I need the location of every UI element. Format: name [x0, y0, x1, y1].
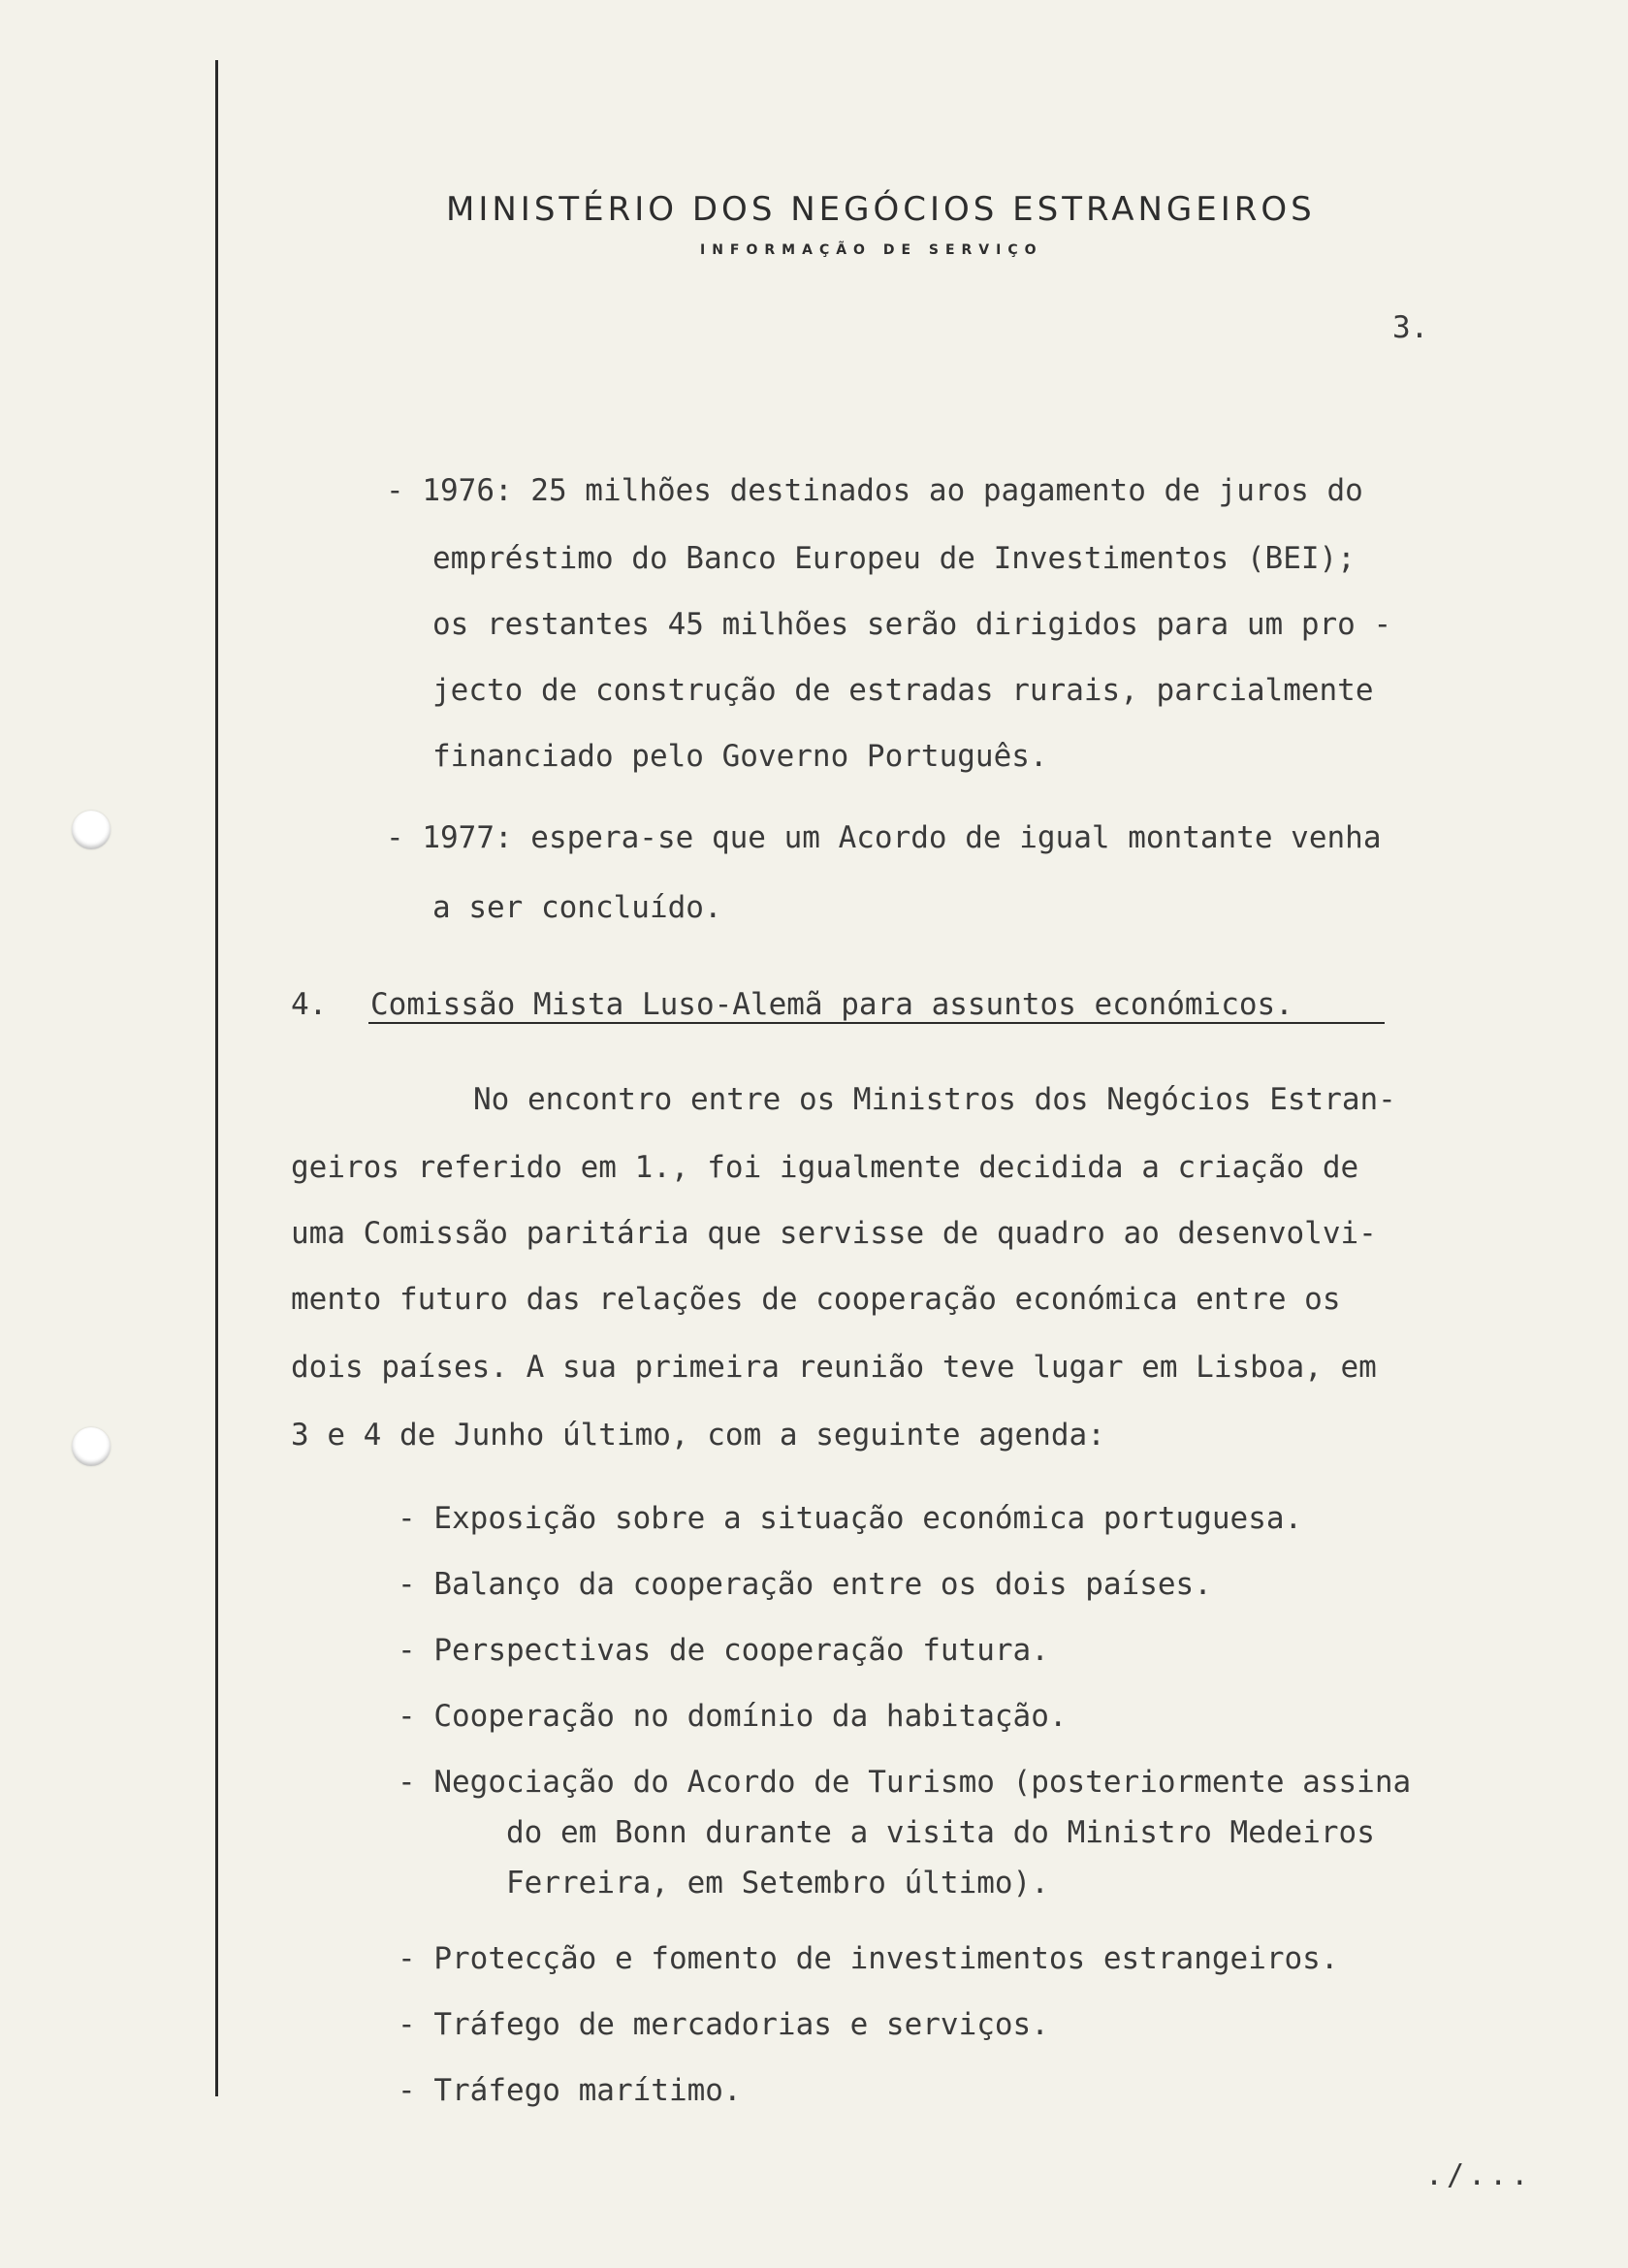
- item-1976-line: financiado pelo Governo Português.: [432, 739, 1048, 774]
- ministry-subtitle: INFORMAÇÃO DE SERVIÇO: [700, 242, 1043, 258]
- paragraph-line: geiros referido em 1., foi igualmente decidida a criação de: [291, 1150, 1359, 1185]
- section-title-underline: [368, 1022, 1385, 1024]
- agenda-item: - Cooperação no domínio da habitação.: [398, 1699, 1068, 1734]
- item-1976-line: - 1976: 25 milhões destinados ao pagamento de juros do: [386, 473, 1363, 508]
- agenda-item: - Tráfego marítimo.: [398, 2073, 742, 2108]
- punch-hole-top: [72, 811, 111, 849]
- agenda-item: - Tráfego de mercadorias e serviços.: [398, 2007, 1049, 2042]
- paragraph-line: No encontro entre os Ministros dos Negócios Estran-: [473, 1082, 1396, 1117]
- item-1977-line: - 1977: espera-se que um Acordo de igual montante venha: [386, 820, 1382, 855]
- section-title: Comissão Mista Luso-Alemã para assuntos económicos.: [370, 987, 1293, 1022]
- continuation-mark: ./...: [1425, 2158, 1533, 2192]
- paragraph-line: mento futuro das relações de cooperação económica entre os: [291, 1282, 1341, 1317]
- agenda-item: - Protecção e fomento de investimentos estrangeiros.: [398, 1941, 1339, 1976]
- agenda-item-continuation: do em Bonn durante a visita do Ministro Medeiros: [506, 1815, 1375, 1850]
- ministry-title: MINISTÉRIO DOS NEGÓCIOS ESTRANGEIROS: [446, 190, 1316, 229]
- margin-rule: [215, 60, 218, 2096]
- item-1977-line: a ser concluído.: [432, 890, 722, 925]
- section-number: 4.: [291, 987, 328, 1022]
- item-1976-line: jecto de construção de estradas rurais, parcialmente: [432, 673, 1374, 708]
- agenda-item: - Perspectivas de cooperação futura.: [398, 1633, 1049, 1668]
- agenda-item: - Balanço da cooperação entre os dois países.: [398, 1567, 1212, 1602]
- paragraph-line: dois países. A sua primeira reunião teve lugar em Lisboa, em: [291, 1350, 1377, 1385]
- agenda-item: - Exposição sobre a situação económica portuguesa.: [398, 1501, 1303, 1536]
- item-1976-line: os restantes 45 milhões serão dirigidos para um pro -: [432, 607, 1392, 642]
- agenda-item: - Negociação do Acordo de Turismo (posteriormente assina: [398, 1765, 1412, 1800]
- punch-hole-bottom: [72, 1427, 111, 1466]
- agenda-item-continuation: Ferreira, em Setembro último).: [506, 1866, 1049, 1901]
- page-number: 3.: [1392, 310, 1429, 345]
- paragraph-line: uma Comissão paritária que servisse de quadro ao desenvolvi-: [291, 1216, 1377, 1251]
- paragraph-line: 3 e 4 de Junho último, com a seguinte agenda:: [291, 1418, 1105, 1453]
- item-1976-line: empréstimo do Banco Europeu de Investimentos (BEI);: [432, 541, 1356, 576]
